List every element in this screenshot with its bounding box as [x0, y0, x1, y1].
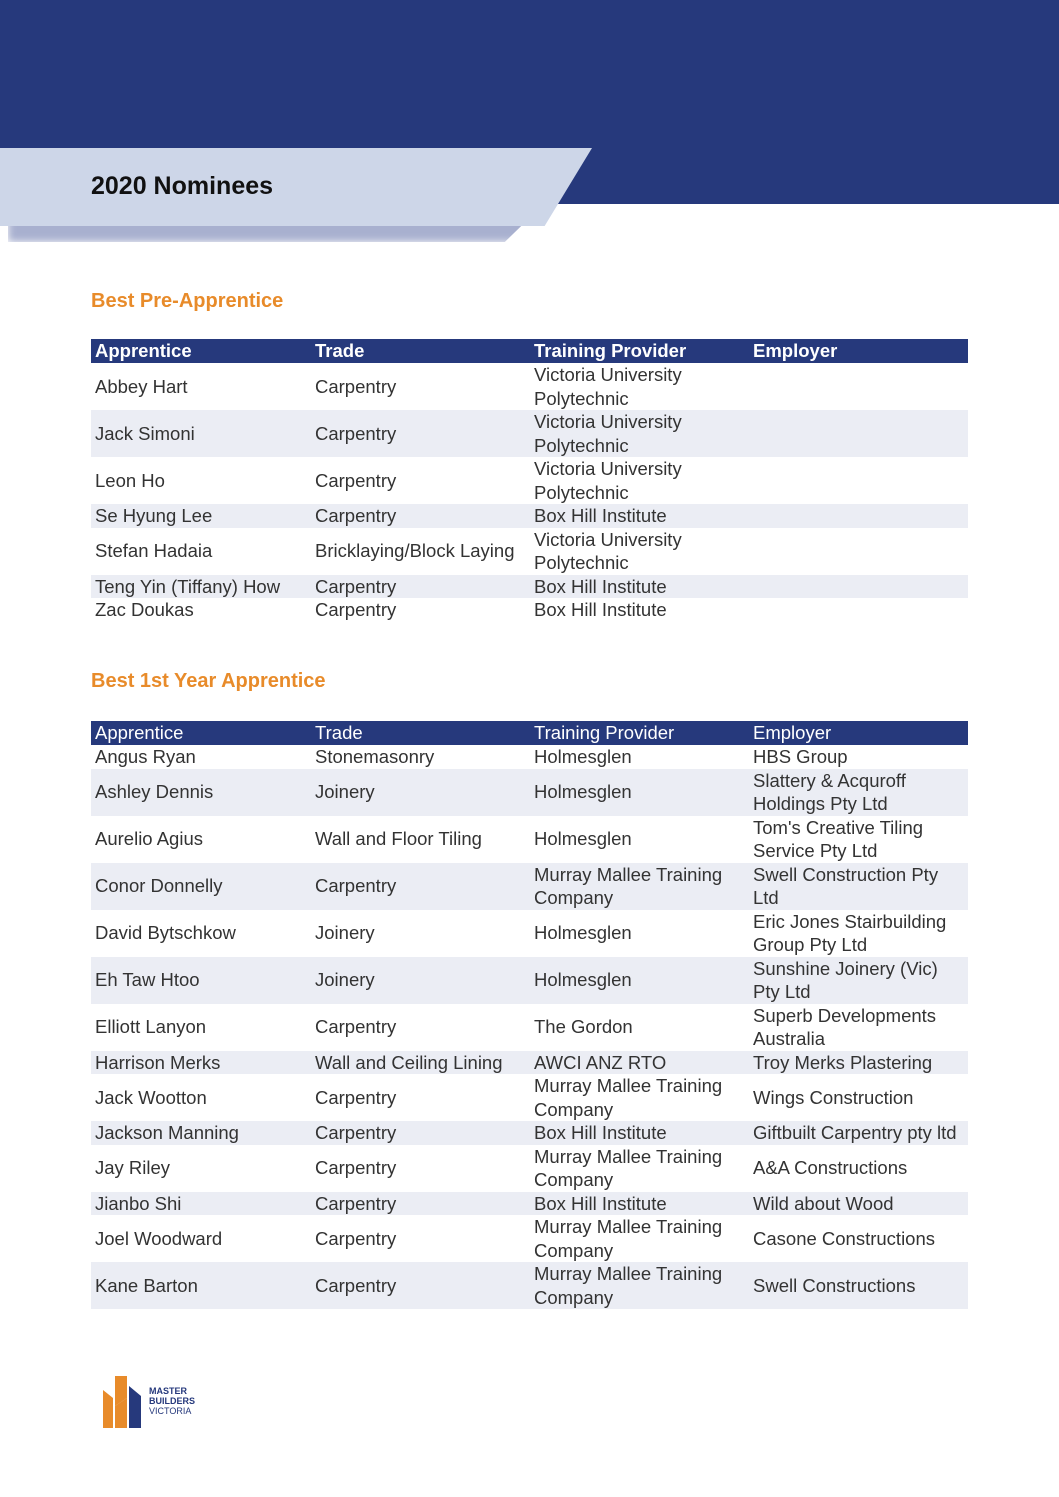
table-row	[91, 910, 968, 957]
table-cell: Box Hill Institute	[534, 599, 667, 620]
table-cell: Box Hill Institute	[530, 575, 749, 599]
table-cell: Joinery	[315, 922, 375, 944]
column-header: Training Provider	[530, 339, 749, 363]
table-cell	[749, 575, 968, 599]
table-header-row	[91, 721, 968, 745]
table-row	[91, 410, 968, 457]
table-cell: The Gordon	[534, 1016, 633, 1038]
table-cell: Victoria University Polytechnic	[534, 458, 682, 503]
table-cell	[749, 363, 968, 410]
table-cell: Troy Merks Plastering	[749, 1051, 968, 1075]
table-cell: Murray Mallee Training Company	[534, 1145, 723, 1190]
table-header-row	[91, 339, 968, 363]
logo-mark-icon	[103, 1376, 147, 1428]
table-cell: AWCI ANZ RTO	[530, 1051, 749, 1075]
table-row	[91, 504, 968, 528]
table-cell: Sunshine Joinery (Vic) Pty Ltd	[749, 957, 968, 1004]
table-row	[91, 1074, 968, 1121]
table-cell	[749, 457, 968, 504]
table-cell: Giftbuilt Carpentry pty ltd	[749, 1121, 968, 1145]
table-row	[91, 1051, 968, 1075]
table-cell: Holmesglen	[534, 828, 632, 850]
table-row	[91, 816, 968, 863]
column-header: Apprentice	[91, 339, 311, 363]
column-header: Apprentice	[91, 721, 311, 745]
table-cell: Murray Mallee Training Company	[530, 1262, 749, 1309]
table-cell: Wild about Wood	[749, 1192, 968, 1216]
table-cell: Carpentry	[315, 1016, 397, 1038]
table-cell: Jack Simoni	[91, 410, 311, 457]
section-title-1st-year: Best 1st Year Apprentice	[91, 670, 326, 692]
column-header: Trade	[311, 721, 530, 745]
pre-apprentice-table	[91, 339, 968, 622]
table-row	[91, 598, 968, 622]
table-cell: Swell Constructions	[749, 1262, 968, 1309]
table-cell: Eric Jones Stairbuilding Group Pty Ltd	[753, 910, 947, 955]
column-header: Employer	[749, 339, 968, 363]
table-cell: Carpentry	[311, 1121, 530, 1145]
table-row	[91, 1215, 968, 1262]
table-cell: Jay Riley	[95, 1157, 171, 1179]
table-cell: Carpentry	[315, 1227, 397, 1249]
table-cell: Holmesglen	[534, 746, 632, 767]
table-cell	[749, 598, 968, 622]
table-cell: A&A Constructions	[753, 1157, 908, 1179]
table-cell: Victoria University Polytechnic	[534, 528, 682, 573]
table-row	[91, 1192, 968, 1216]
table-row	[91, 363, 968, 410]
table-cell: Victoria University Polytechnic	[530, 410, 749, 457]
title-tab	[0, 148, 592, 226]
table-cell: Wall and Ceiling Lining	[311, 1051, 530, 1075]
table-cell: Zac Doukas	[95, 599, 194, 620]
table-cell: Stonemasonry	[315, 746, 435, 767]
table-cell: Carpentry	[311, 575, 530, 599]
section-title-pre-apprentice: Best Pre-Apprentice	[91, 290, 284, 312]
table-row	[91, 769, 968, 816]
table-cell: Ashley Dennis	[91, 769, 311, 816]
table-cell: Murray Mallee Training Company	[534, 1216, 723, 1261]
table-cell: Carpentry	[315, 375, 397, 397]
table-cell: Holmesglen	[534, 922, 632, 944]
table-cell: Box Hill Institute	[530, 1192, 749, 1216]
table-row	[91, 1262, 968, 1309]
table-cell: Harrison Merks	[91, 1051, 311, 1075]
column-header: Training Provider	[530, 721, 749, 745]
table-cell: Kane Barton	[91, 1262, 311, 1309]
table-cell: Teng Yin (Tiffany) How	[91, 575, 311, 599]
table-row	[91, 575, 968, 599]
table-cell: Carpentry	[311, 863, 530, 910]
table-cell: Aurelio Agius	[95, 828, 203, 850]
table-cell: Eh Taw Htoo	[91, 957, 311, 1004]
table-row	[91, 745, 968, 769]
table-cell: Joinery	[311, 957, 530, 1004]
table-cell: Carpentry	[311, 1192, 530, 1216]
table-row	[91, 457, 968, 504]
table-cell: Joinery	[311, 769, 530, 816]
table-cell: Se Hyung Lee	[91, 504, 311, 528]
table-cell: Angus Ryan	[95, 746, 196, 767]
table-cell: Carpentry	[315, 469, 397, 491]
table-cell: Box Hill Institute	[530, 1121, 749, 1145]
table-cell: Carpentry	[311, 504, 530, 528]
table-cell	[749, 528, 968, 575]
table-cell	[749, 504, 968, 528]
table-cell: Box Hill Institute	[530, 504, 749, 528]
table-cell: Conor Donnelly	[91, 863, 311, 910]
table-cell: Slattery & Acquroff Holdings Pty Ltd	[749, 769, 968, 816]
table-row	[91, 957, 968, 1004]
table-cell: Wall and Floor Tiling	[315, 828, 482, 850]
table-cell: Murray Mallee Training Company	[534, 1075, 723, 1120]
table-cell: Carpentry	[315, 1086, 397, 1108]
table-cell: Jianbo Shi	[91, 1192, 311, 1216]
table-cell: Leon Ho	[95, 469, 165, 491]
page-title: 2020 Nominees	[91, 172, 274, 200]
table-cell: Bricklaying/Block Laying	[315, 540, 515, 562]
table-cell: Superb Developments Australia	[753, 1004, 937, 1049]
table-cell	[749, 410, 968, 457]
table-cell: Elliott Lanyon	[95, 1016, 207, 1038]
table-cell: Jackson Manning	[91, 1121, 311, 1145]
table-cell: Abbey Hart	[95, 375, 188, 397]
table-cell: Jack Wootton	[95, 1086, 207, 1108]
column-header: Employer	[749, 721, 968, 745]
table-row	[91, 1004, 968, 1051]
column-header: Trade	[311, 339, 530, 363]
table-row	[91, 528, 968, 575]
table-row	[91, 863, 968, 910]
table-cell: Holmesglen	[530, 957, 749, 1004]
table-cell: Holmesglen	[530, 769, 749, 816]
first-year-table	[91, 721, 968, 1309]
table-cell: Carpentry	[315, 599, 397, 620]
table-cell: Stefan Hadaia	[95, 540, 213, 562]
table-cell: Carpentry	[311, 410, 530, 457]
table-cell: HBS Group	[753, 746, 848, 767]
table-cell: Carpentry	[315, 1157, 397, 1179]
table-row	[91, 1145, 968, 1192]
master-builders-logo	[103, 1376, 223, 1430]
table-cell: Carpentry	[311, 1262, 530, 1309]
logo-text: MASTER BUILDERS VICTORIA	[149, 1386, 196, 1416]
table-cell: Swell Construction Pty Ltd	[749, 863, 968, 910]
table-cell: David Bytschkow	[95, 922, 236, 944]
table-cell: Tom's Creative Tiling Service Pty Ltd	[753, 816, 924, 861]
table-cell: Casone Constructions	[753, 1227, 936, 1249]
table-cell: Victoria University Polytechnic	[534, 364, 682, 409]
table-cell: Murray Mallee Training Company	[530, 863, 749, 910]
table-cell: Wings Construction	[753, 1086, 914, 1108]
table-row	[91, 1121, 968, 1145]
table-cell: Joel Woodward	[95, 1227, 223, 1249]
